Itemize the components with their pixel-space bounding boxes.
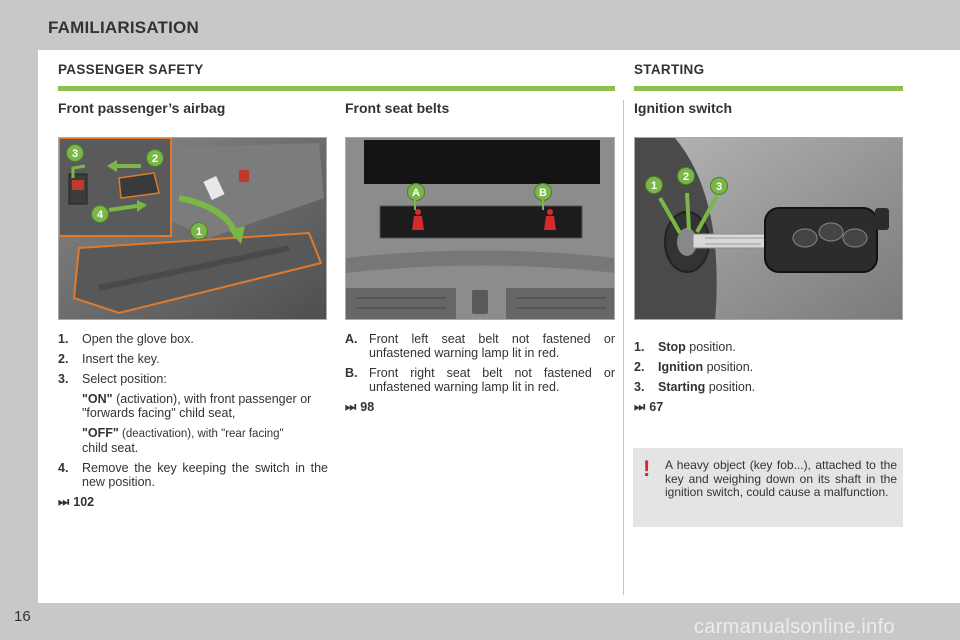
page-reference-link[interactable] bbox=[634, 400, 903, 414]
off-position-description bbox=[82, 426, 328, 455]
page-number: 16 bbox=[14, 608, 31, 625]
off-label: "OFF" bbox=[82, 426, 119, 440]
page-reference-number: 67 bbox=[649, 400, 664, 414]
exclamation-icon: ! bbox=[643, 456, 651, 481]
airbag-callout-2: 2 bbox=[146, 149, 164, 167]
off-text: (deactivation), with "rear facing" bbox=[118, 428, 284, 440]
warning-box bbox=[633, 448, 903, 527]
chapter-title: FAMILIARISATION bbox=[48, 18, 199, 37]
seat-belt-callout-a: A bbox=[407, 183, 425, 201]
page-reference-link[interactable] bbox=[345, 400, 615, 414]
step-text: Insert the key. bbox=[82, 352, 160, 366]
airbag-callout-1: 1 bbox=[190, 222, 208, 240]
page-reference-number: 102 bbox=[73, 495, 95, 509]
step-number: 2. bbox=[58, 352, 69, 366]
section-rule-starting bbox=[634, 86, 903, 91]
airbag-steps-list bbox=[58, 332, 328, 509]
item-label: A. bbox=[345, 332, 358, 346]
airbag-subtitle: Front passenger’s airbag bbox=[58, 100, 226, 116]
skip-forward-icon: ⏭ bbox=[58, 495, 70, 509]
item-number: 1. bbox=[634, 340, 645, 354]
item-text: Front right seat belt not fastened or unfastened warning lamp lit in red. bbox=[369, 366, 615, 394]
on-text: (activation), with front passenger or "forwards facing" child seat, bbox=[82, 392, 312, 420]
step-text: Remove the key keeping the switch in the new position. bbox=[82, 461, 328, 489]
seat-belt-figure bbox=[345, 137, 615, 320]
list-item bbox=[345, 332, 615, 360]
on-label: "ON" bbox=[82, 392, 113, 406]
item-label: B. bbox=[345, 366, 358, 380]
page-reference-link[interactable] bbox=[58, 495, 328, 509]
off-text-rest: child seat. bbox=[82, 441, 139, 455]
section-title-starting: STARTING bbox=[634, 62, 705, 77]
seat-belts-subtitle: Front seat belts bbox=[345, 100, 450, 116]
skip-forward-icon: ⏭ bbox=[634, 400, 646, 414]
list-item bbox=[634, 340, 903, 354]
list-item bbox=[58, 461, 328, 489]
seat-belt-callout-b: B bbox=[534, 183, 552, 201]
list-item bbox=[634, 380, 903, 394]
watermark: carmanualsonline.info bbox=[694, 616, 895, 638]
seat-belt-leader-a bbox=[414, 200, 416, 210]
skip-forward-icon: ⏭ bbox=[345, 400, 357, 414]
item-number: 2. bbox=[634, 360, 645, 374]
position-name: Stop bbox=[658, 340, 686, 354]
ignition-callout-3: 3 bbox=[710, 177, 728, 195]
page-reference-number: 98 bbox=[360, 400, 375, 414]
step-text: Open the glove box. bbox=[82, 332, 194, 346]
seat-belt-leader-b bbox=[542, 200, 544, 210]
ignition-callout-1: 1 bbox=[645, 176, 663, 194]
ignition-figure bbox=[634, 137, 903, 320]
list-item bbox=[58, 332, 328, 346]
warning-text: A heavy object (key fob...), attached to the key and weighing down on its shaft in the ignition switch, could cause a malfunction. bbox=[665, 458, 897, 499]
airbag-callout-3: 3 bbox=[66, 144, 84, 162]
on-position-description bbox=[82, 392, 328, 420]
position-suffix: position. bbox=[685, 340, 736, 354]
position-name: Starting bbox=[658, 380, 706, 394]
item-number: 3. bbox=[634, 380, 645, 394]
list-item bbox=[58, 352, 328, 366]
position-suffix: position. bbox=[703, 360, 754, 374]
list-item bbox=[58, 372, 328, 455]
list-item bbox=[634, 360, 903, 374]
column-divider bbox=[623, 100, 624, 595]
step-number: 4. bbox=[58, 461, 69, 475]
step-number: 1. bbox=[58, 332, 69, 346]
position-name: Ignition bbox=[658, 360, 704, 374]
step-text: Select position: bbox=[82, 372, 167, 386]
ignition-positions-list bbox=[634, 340, 903, 414]
step-number: 3. bbox=[58, 372, 69, 386]
seat-belts-list bbox=[345, 332, 615, 414]
list-item bbox=[345, 366, 615, 394]
section-title-passenger-safety: PASSENGER SAFETY bbox=[58, 62, 204, 77]
item-text: Front left seat belt not fastened or unfastened warning lamp lit in red. bbox=[369, 332, 615, 360]
section-rule-passenger-safety bbox=[58, 86, 615, 91]
ignition-subtitle: Ignition switch bbox=[634, 100, 732, 116]
ignition-callout-2: 2 bbox=[677, 167, 695, 185]
airbag-callout-4: 4 bbox=[91, 205, 109, 223]
position-suffix: position. bbox=[705, 380, 756, 394]
